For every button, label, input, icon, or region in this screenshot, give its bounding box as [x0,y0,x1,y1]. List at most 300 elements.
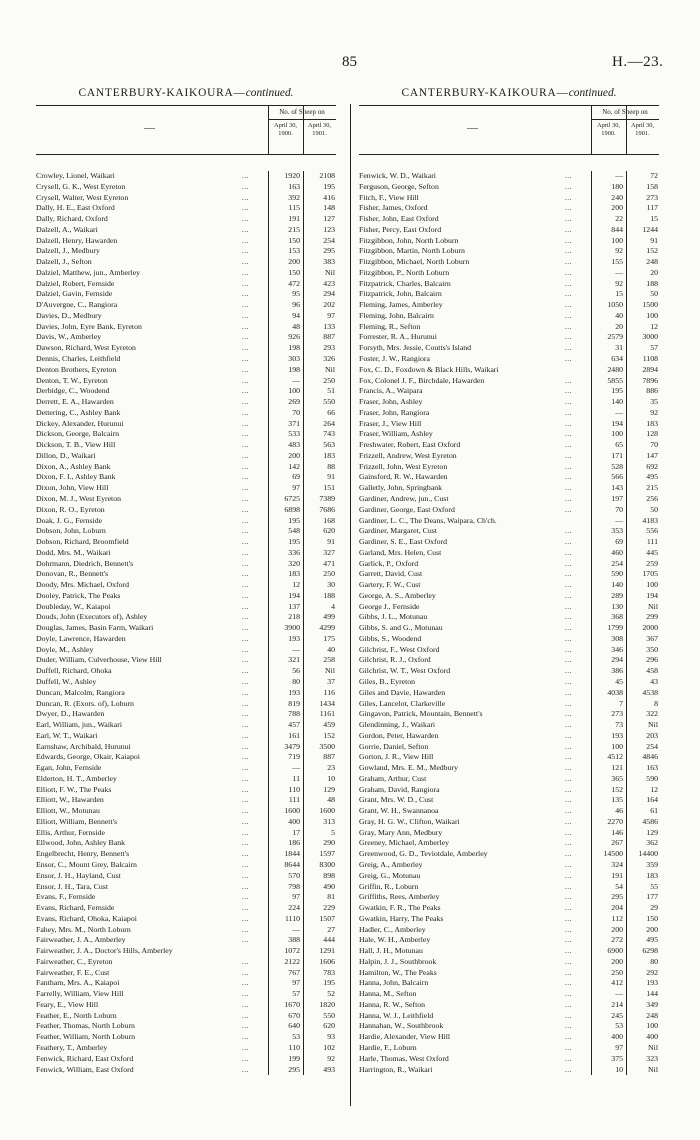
table-row [36,311,336,322]
sheep-1901: 127 [323,214,335,224]
column-rule [591,892,592,903]
table-row [36,709,336,720]
leader-dots: ... [242,721,249,730]
column-rule [626,655,627,666]
column-rule [626,279,627,290]
table-row [36,602,336,613]
column-rule [626,376,627,387]
column-rule [268,645,269,656]
leader-dots: ... [565,850,572,859]
sheep-1900: 193 [288,687,300,697]
column-rule [591,246,592,257]
leader-dots: ... [242,236,249,245]
sheep-1900: 163 [288,181,300,191]
column-rule [268,860,269,871]
column-rule [303,451,304,462]
leader-dots: ... [565,484,572,493]
sheep-1901: 7896 [642,375,658,385]
leader-dots: ... [242,505,249,514]
column-rule [626,795,627,806]
sheep-1900: 195 [288,537,300,547]
sheep-1900: 590 [611,569,623,579]
sheep-1900: 110 [288,1043,300,1053]
column-rule [303,537,304,548]
table-row [36,838,336,849]
column-rule [268,946,269,957]
sheep-1901: 229 [323,903,335,913]
column-rule [626,494,627,505]
column-rule [591,666,592,677]
column-rule [626,483,627,494]
sheep-1901: 55 [650,881,658,891]
sheep-1901: 52 [327,989,335,999]
sheep-1901: 2000 [642,623,658,633]
leader-dots: ... [242,591,249,600]
table-row [359,311,659,322]
column-rule [268,720,269,731]
table-row [36,968,336,979]
table-row [359,731,659,742]
column-rule [591,978,592,989]
table-row [36,882,336,893]
column-rule [591,806,592,817]
sheep-1901: 886 [646,386,658,396]
column-rule [268,968,269,979]
column-rule [303,914,304,925]
sheep-1901: 150 [646,913,658,923]
column-rule [591,505,592,516]
owner-name: Hanna, M., Sefton [359,989,417,999]
sheep-1900: 10 [615,1064,623,1074]
sheep-1901: 152 [646,246,658,256]
sheep-1901: Nil [325,666,335,676]
leader-dots: ... [242,1000,249,1009]
table-row [359,892,659,903]
owner-name: Earnshaw, Archibald, Hurunui [36,741,131,751]
column-rule [591,526,592,537]
sheep-count-header: No. of Sheep on [268,106,336,120]
table-row [36,946,336,957]
sheep-1901: 254 [646,741,658,751]
sheep-1900: 4038 [607,687,623,697]
column-rule [591,634,592,645]
leader-dots: ... [242,699,249,708]
leader-dots: ... [565,236,572,245]
sheep-1900: 121 [611,763,623,773]
heading-text: CANTERBURY-KAIKOURA— [401,87,569,99]
sheep-1900: 295 [288,1064,300,1074]
sheep-1900: 566 [611,472,623,482]
leader-dots: ... [242,419,249,428]
leader-dots: ... [242,1011,249,1020]
sheep-1901: 293 [323,343,335,353]
sheep-1900: 14500 [603,849,623,859]
owner-name: Dixon, A., Ashley Bank [36,461,111,471]
table-row [36,720,336,731]
sheep-1901: 258 [323,655,335,665]
sheep-1900: 214 [611,999,623,1009]
owner-name: Galletly, John, Springbank [359,483,443,493]
table-row [359,1065,659,1076]
sheep-1901: 313 [323,816,335,826]
leader-dots: ... [242,581,249,590]
owner-name: Fairweather, J. A., Doctor's Hills, Amberley [36,946,173,956]
column-rule [303,354,304,365]
column-rule [303,677,304,688]
leader-dots: ... [565,451,572,460]
column-rule [591,957,592,968]
table-row [359,591,659,602]
sheep-1900: 200 [288,257,300,267]
table-row [359,354,659,365]
column-rule [303,214,304,225]
heading-text: CANTERBURY-KAIKOURA— [78,87,246,99]
sheep-1901: 202 [323,300,335,310]
column-rule [626,214,627,225]
owner-name: Hannahan, W., Southbrook [359,1021,444,1031]
owner-name: Gardiner, S. E., East Oxford [359,537,448,547]
owner-name: Ensor, J. H., Hayland, Cust [36,870,121,880]
leader-dots: ... [242,807,249,816]
column-rule [303,612,304,623]
sheep-1900: 65 [615,440,623,450]
column-rule [626,257,627,268]
leader-dots: ... [565,355,572,364]
sheep-1900: 197 [611,493,623,503]
leader-dots: ... [242,301,249,310]
table-row [36,623,336,634]
table-header [359,105,659,155]
column-rule [303,1021,304,1032]
sheep-1901: 91 [327,537,335,547]
column-rule [268,623,269,634]
sheep-1901: 4586 [642,816,658,826]
sheep-1901: 66 [327,407,335,417]
column-rule [591,817,592,828]
leader-dots: ... [565,494,572,503]
sheep-1900: 767 [288,967,300,977]
owner-name: Dalziel, Robert, Fernside [36,278,115,288]
sheep-1900: 20 [615,321,623,331]
table-row [36,483,336,494]
table-row [359,774,659,785]
sheep-1900: 289 [611,590,623,600]
header-rule [268,106,269,154]
column-rule [303,602,304,613]
column-rule [268,451,269,462]
sheep-1901: 471 [323,558,335,568]
leader-dots: ... [242,667,249,676]
sheep-1900: 142 [288,461,300,471]
column-heading [36,85,336,101]
leader-dots: ... [565,215,572,224]
column-rule [303,419,304,430]
table-row [36,494,336,505]
column-rule [268,289,269,300]
sheep-1901: 4 [331,601,335,611]
sheep-1900: 155 [611,257,623,267]
leader-dots: ... [565,344,572,353]
leader-dots: ... [242,850,249,859]
column-rule [268,354,269,365]
sheep-1901: Nil [325,364,335,374]
owner-name: Fox, C. D., Foxdown & Black Hills, Waikari [359,364,499,374]
owner-name: Fisher, James, Oxford [359,203,428,213]
table-row [36,451,336,462]
column-rule [626,526,627,537]
leader-dots: ... [565,591,572,600]
leader-dots: ... [242,742,249,751]
column-rule [303,386,304,397]
column-rule [591,462,592,473]
table-row [359,257,659,268]
table-row [36,214,336,225]
column-rule [626,472,627,483]
table-row [36,591,336,602]
column-rule [591,419,592,430]
column-rule [591,612,592,623]
leader-dots: ... [565,753,572,762]
column-rule [591,946,592,957]
column-rule [303,645,304,656]
table-row [359,914,659,925]
sheep-1900: 1110 [284,913,300,923]
leader-dots: ... [565,957,572,966]
owner-name: Griffin, R., Loburn [359,881,419,891]
sheep-1901: 887 [323,332,335,342]
column-rule [626,569,627,580]
leader-dots: ... [242,193,249,202]
sheep-1901: 273 [646,192,658,202]
column-rule [268,516,269,527]
sheep-1901: 898 [323,870,335,880]
column-rule [268,591,269,602]
sheep-1901: 111 [646,537,658,547]
column-rule [591,795,592,806]
sheep-1901: 70 [650,440,658,450]
owner-name: Duffell, W., Ashley [36,676,97,686]
page-code: H.—23. [612,54,664,70]
leader-dots: ... [242,871,249,880]
column-rule [591,257,592,268]
sheep-1901: 116 [323,687,335,697]
owner-name: Elderton, H. T., Amberley [36,773,117,783]
sheep-1901: 152 [323,730,335,740]
year-1900-header [268,122,303,138]
owner-name: Dodd, Mrs. M., Waikari [36,547,111,557]
sheep-1900: — [615,407,623,417]
table-row [359,925,659,936]
table-row [359,246,659,257]
column-rule [626,386,627,397]
table-row [359,817,659,828]
year-1901-header [303,122,336,138]
sheep-1900: 1072 [284,946,300,956]
column-rule [268,914,269,925]
table-row [359,623,659,634]
sheep-1900: 70 [615,504,623,514]
column-rule [591,849,592,860]
owner-name: Dooley, Patrick, The Peaks [36,590,121,600]
column-rule [626,989,627,1000]
owner-name: Giles, Lancelot, Clarkeville [359,698,446,708]
sheep-count-header: No. of Sheep on [591,106,659,120]
table-row [359,677,659,688]
sheep-1901: 8 [654,698,658,708]
owner-name: Fahey, Mrs. M., North Loburn [36,924,131,934]
column-rule [303,1032,304,1043]
leader-dots: ... [565,634,572,643]
sheep-1900: 195 [288,515,300,525]
column-rule [626,440,627,451]
table-row [36,548,336,559]
column-rule [591,882,592,893]
table-row [359,849,659,860]
table-row [359,505,659,516]
table-row [36,742,336,753]
column-rule [626,892,627,903]
owner-name: Ferguson, George, Sefton [359,181,439,191]
sheep-1900: 320 [288,558,300,568]
leader-dots: ... [565,581,572,590]
header-date: April 30, [307,122,332,129]
leader-dots: ... [565,839,572,848]
leader-dots: ... [565,559,572,568]
table-row [359,580,659,591]
table-row [36,365,336,376]
leader-dots: ... [565,979,572,988]
column-rule [591,591,592,602]
leader-dots: ... [565,936,572,945]
sheep-1900: 195 [611,386,623,396]
sheep-1901: 123 [323,224,335,234]
sheep-1901: 250 [323,375,335,385]
owner-name: Dalziel, Gavin, Fernside [36,289,113,299]
table-row [359,699,659,710]
leader-dots: ... [565,172,572,180]
sheep-1901: 93 [327,1032,335,1042]
sheep-1901: 193 [646,978,658,988]
table-row [36,354,336,365]
sheep-1901: 183 [646,418,658,428]
column-rule [268,322,269,333]
column-rule [591,860,592,871]
sheep-1900: 388 [288,935,300,945]
leader-dots: ... [565,204,572,213]
owner-name: Crowley, Lionel, Waikari [36,171,115,180]
owner-name: Douglas, James, Basin Farm, Waikari [36,623,154,633]
column-rule [268,655,269,666]
column-rule [626,925,627,936]
column-rule [268,634,269,645]
sheep-1901: 743 [323,429,335,439]
leader-dots: ... [242,451,249,460]
column-rule [303,300,304,311]
leader-dots: ... [242,613,249,622]
owner-name: Davis, W., Amberley [36,332,102,342]
owner-name: Dettering, C., Ashley Bank [36,407,121,417]
sheep-1901: Nil [648,601,658,611]
column-rule [268,978,269,989]
sheep-1901: 3500 [319,741,335,751]
column-rule [268,817,269,828]
leader-dots: ... [565,387,572,396]
table-row [36,322,336,333]
table-row [36,462,336,473]
column-rule [626,171,627,182]
owner-name: Duder, William, Culverhouse, View Hill [36,655,162,665]
leader-dots: ... [565,796,572,805]
column-rule [303,838,304,849]
sheep-1901: 692 [646,461,658,471]
owner-name: Greig, G., Motunau [359,870,421,880]
left-column [36,85,336,1075]
column-rule [268,193,269,204]
leader-dots: ... [242,462,249,471]
sheep-1900: 457 [288,720,300,730]
column-rule [303,397,304,408]
sheep-1901: 550 [323,397,335,407]
sheep-1901: 5 [331,827,335,837]
right-column [359,85,659,1075]
table-row [36,763,336,774]
table-row [359,806,659,817]
owner-name: Fitzgibbon, P., North Loburn [359,267,450,277]
sheep-1901: 40 [327,644,335,654]
sheep-1900: 4512 [607,752,623,762]
sheep-1901: 256 [646,493,658,503]
leader-dots: ... [565,398,572,407]
column-rule [626,343,627,354]
column-rule [626,225,627,236]
table-row [359,978,659,989]
table-row [359,182,659,193]
owner-name: Dickey, Alexander, Hurunui [36,418,124,428]
table-row [36,871,336,882]
column-rule [626,882,627,893]
column-rule [268,806,269,817]
owner-name: Feather, Thomas, North Loburn [36,1021,135,1031]
sheep-1901: 458 [646,666,658,676]
leader-dots: ... [242,398,249,407]
sheep-1900: 346 [611,644,623,654]
column-rule [591,1021,592,1032]
leader-dots: ... [242,279,249,288]
owner-name: Hardie, F., Loburn [359,1043,417,1053]
sheep-1900: 200 [611,956,623,966]
owner-name: Gilchrist, F., West Oxford [359,644,440,654]
column-rule [268,483,269,494]
leader-dots: ... [565,1065,572,1074]
table-row [36,193,336,204]
column-rule [591,225,592,236]
sheep-1900: 460 [611,547,623,557]
sheep-1901: 151 [323,483,335,493]
sheep-1900: 788 [288,709,300,719]
owner-name: Glendinning, J., Waikari [359,720,436,730]
leader-dots: ... [242,893,249,902]
owner-name: Ensor, J. H., Tara, Cust [36,881,108,891]
column-rule [626,268,627,279]
column-rule [268,666,269,677]
column-rule [591,203,592,214]
sheep-1900: 198 [288,364,300,374]
owner-name: Gardiner, George, East Oxford [359,504,455,514]
table-row [359,526,659,537]
table-row [359,935,659,946]
sheep-1900: 240 [611,192,623,202]
column-rule [591,925,592,936]
